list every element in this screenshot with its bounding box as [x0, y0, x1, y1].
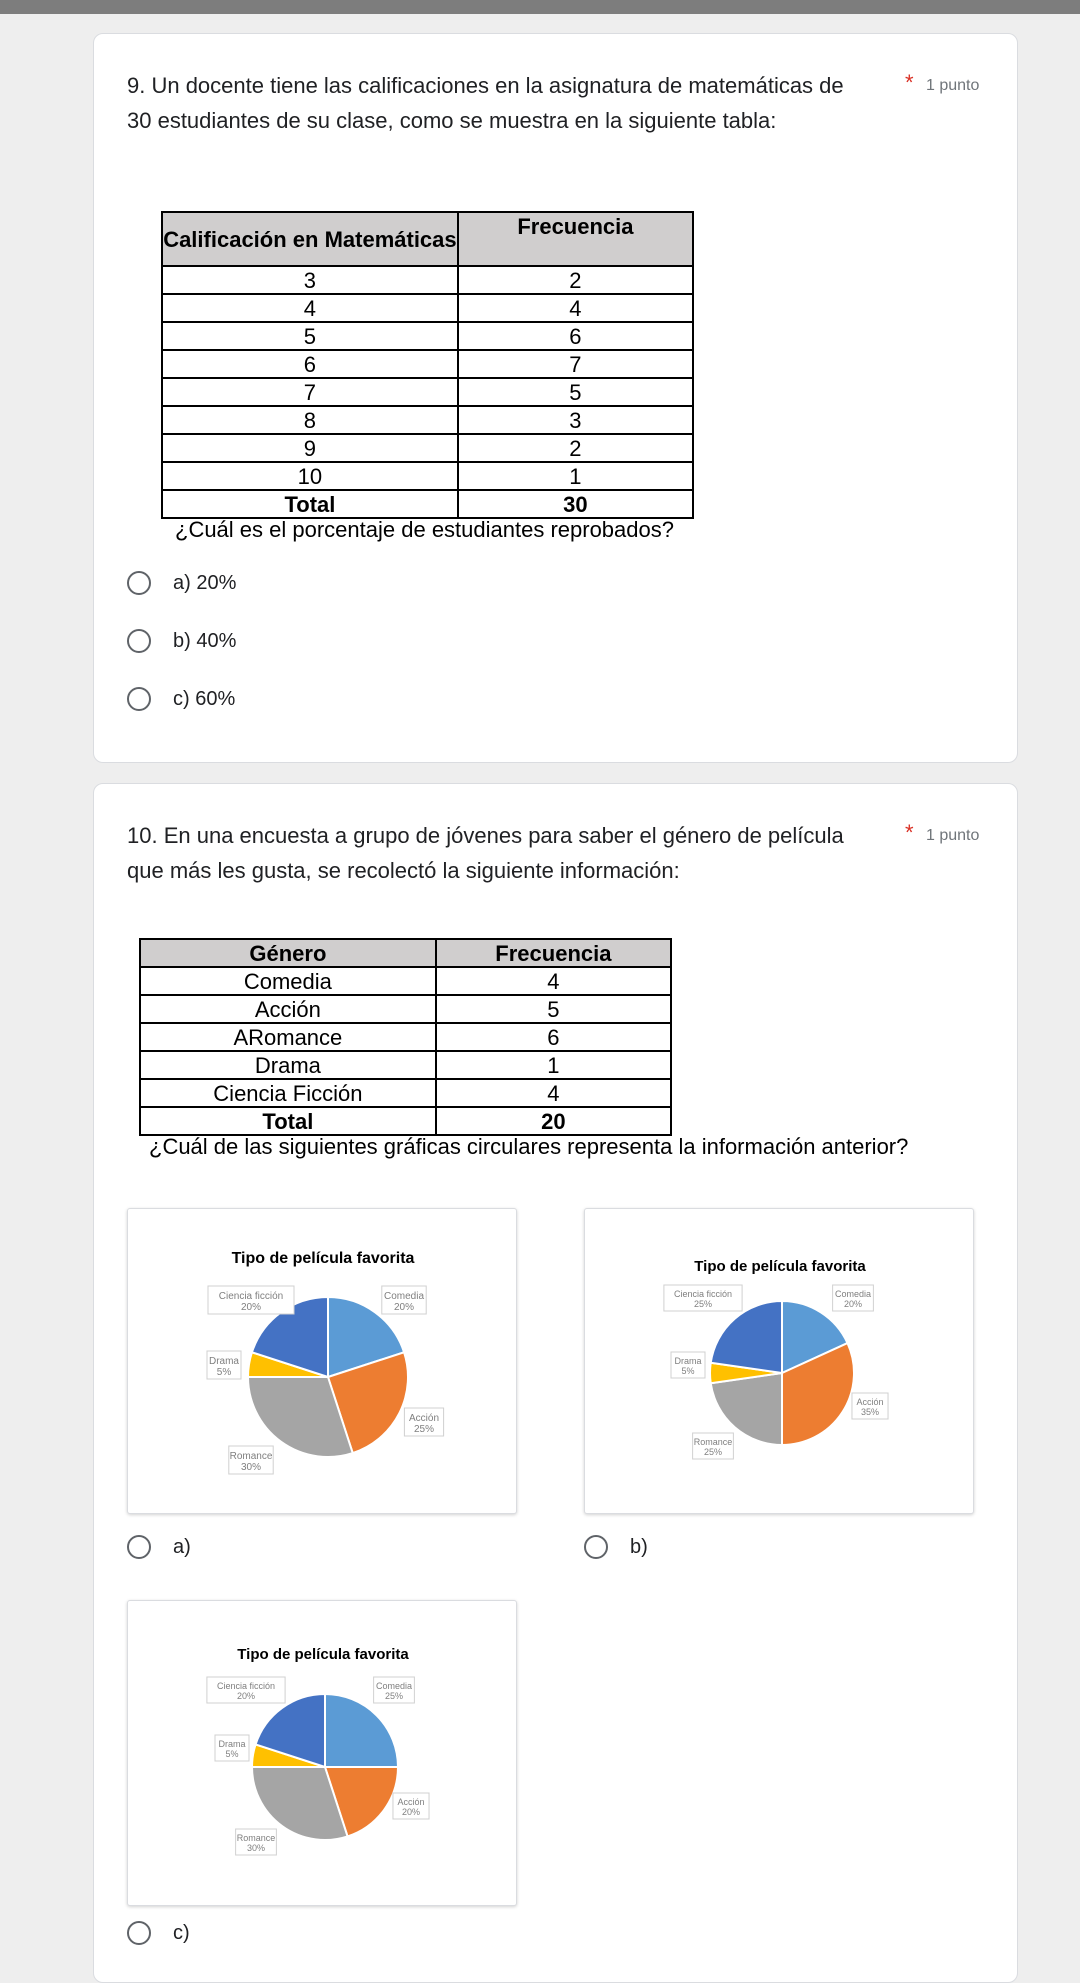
table-cell: Total — [140, 1107, 436, 1135]
question-card-10 — [93, 783, 1018, 1983]
pie-chart-a — [127, 1208, 517, 1514]
option-c[interactable] — [127, 1917, 190, 1949]
data-label-name: Romance — [236, 1833, 276, 1843]
radio-button[interactable] — [127, 629, 151, 653]
table-header: Frecuencia — [436, 939, 671, 967]
option-b[interactable] — [584, 1531, 648, 1563]
radio-button[interactable] — [127, 1535, 151, 1559]
option-label: a) — [173, 1535, 191, 1558]
table-row — [140, 1079, 671, 1107]
table-cell: Acción — [140, 995, 436, 1023]
table-cell: Comedia — [140, 967, 436, 995]
question-card-9 — [93, 33, 1018, 763]
table-header: Frecuencia — [458, 212, 693, 266]
table-cell: 3 — [458, 406, 693, 434]
table-cell: 3 — [162, 266, 458, 294]
table-cell: 4 — [436, 1079, 671, 1107]
option-label: c) 60% — [173, 687, 236, 710]
table-cell: 7 — [162, 378, 458, 406]
option-b[interactable] — [127, 625, 236, 657]
data-label-name: Acción — [408, 1413, 440, 1424]
table-cell: 1 — [436, 1051, 671, 1079]
data-label-name: Drama — [208, 1356, 240, 1367]
points-label: 1 punto — [926, 827, 980, 844]
table-cell: 10 — [162, 462, 458, 490]
table-total-row — [140, 1107, 671, 1135]
option-label: b) — [630, 1535, 648, 1558]
pie-chart-svg — [585, 1209, 975, 1515]
table-cell: 4 — [458, 294, 693, 322]
pie-slice-ciencia-ficción — [711, 1301, 782, 1373]
table-header-row — [140, 939, 671, 967]
data-label-value: 35% — [860, 1407, 880, 1417]
table-total-row — [162, 490, 693, 518]
data-label-value: 20% — [393, 1302, 415, 1313]
data-label-value: 5% — [225, 1749, 239, 1759]
table-cell: 5 — [458, 378, 693, 406]
data-label-value: 25% — [703, 1447, 723, 1457]
data-label-value: 20% — [236, 1691, 256, 1701]
data-label-value: 25% — [384, 1691, 404, 1701]
data-label-name: Acción — [856, 1397, 884, 1407]
pie-slice-comedia — [325, 1694, 398, 1767]
table-cell: 2 — [458, 266, 693, 294]
pie-chart-b — [584, 1208, 974, 1514]
chart-title: Tipo de película favorita — [237, 1646, 409, 1663]
table-header: Calificación en Matemáticas — [162, 212, 458, 266]
radio-button[interactable] — [127, 687, 151, 711]
option-a[interactable] — [127, 567, 236, 599]
table-row — [162, 350, 693, 378]
grades-table — [161, 211, 694, 519]
pie-chart-svg — [128, 1209, 518, 1515]
data-label-value: 25% — [693, 1299, 713, 1309]
table-cell: 2 — [458, 434, 693, 462]
table-cell: 8 — [162, 406, 458, 434]
data-label-value: 20% — [843, 1299, 863, 1309]
table-cell: 1 — [458, 462, 693, 490]
required-asterisk: * — [905, 70, 914, 95]
data-label-value: 25% — [413, 1424, 435, 1435]
data-label-name: Drama — [674, 1356, 702, 1366]
data-label-value: 5% — [681, 1366, 695, 1376]
option-label: b) 40% — [173, 629, 237, 652]
table-question: ¿Cuál es el porcentaje de estudiantes reprobados? — [175, 517, 674, 542]
data-label-value: 20% — [240, 1302, 262, 1313]
genres-table — [139, 938, 672, 1136]
table-question: ¿Cuál de las siguientes gráficas circulares representa la información anterior? — [149, 1134, 909, 1159]
table-cell: 30 — [458, 490, 693, 518]
top-bar — [0, 0, 1080, 14]
radio-button[interactable] — [584, 1535, 608, 1559]
table-row — [162, 406, 693, 434]
table-cell: 5 — [436, 995, 671, 1023]
table-cell: 4 — [162, 294, 458, 322]
pie-chart-c — [127, 1600, 517, 1906]
data-label-name: Romance — [229, 1451, 273, 1462]
data-label-name: Ciencia ficción — [216, 1681, 276, 1691]
chart-title: Tipo de película favorita — [694, 1258, 866, 1275]
table-row — [140, 995, 671, 1023]
table-cell: 9 — [162, 434, 458, 462]
option-a[interactable] — [127, 1531, 191, 1563]
required-asterisk: * — [905, 820, 914, 845]
data-label-name: Ciencia ficción — [673, 1289, 733, 1299]
table-cell: Drama — [140, 1051, 436, 1079]
data-label-name: Romance — [693, 1437, 733, 1447]
table-cell: 6 — [162, 350, 458, 378]
table-row — [162, 322, 693, 350]
data-label-name: Ciencia ficción — [218, 1291, 284, 1302]
points-label: 1 punto — [926, 77, 980, 94]
table-row — [162, 434, 693, 462]
table-cell: 7 — [458, 350, 693, 378]
data-label-value: 30% — [246, 1843, 266, 1853]
table-row — [140, 1051, 671, 1079]
data-label-name: Drama — [218, 1739, 246, 1749]
table-row — [162, 462, 693, 490]
table-cell: ARomance — [140, 1023, 436, 1051]
pie-chart-svg — [128, 1601, 518, 1907]
data-label-name: Comedia — [383, 1291, 425, 1302]
table-cell: Ciencia Ficción — [140, 1079, 436, 1107]
table-row — [162, 378, 693, 406]
data-label-value: 30% — [240, 1462, 262, 1473]
table-cell: 6 — [436, 1023, 671, 1051]
option-label: a) 20% — [173, 571, 237, 594]
table-cell: 6 — [458, 322, 693, 350]
data-label-name: Comedia — [375, 1681, 413, 1691]
chart-title: Tipo de película favorita — [231, 1250, 415, 1267]
table-header: Género — [140, 939, 436, 967]
radio-button[interactable] — [127, 571, 151, 595]
table-cell: 4 — [436, 967, 671, 995]
table-cell: 20 — [436, 1107, 671, 1135]
table-row — [140, 967, 671, 995]
table-cell: Total — [162, 490, 458, 518]
data-label-value: 20% — [401, 1807, 421, 1817]
option-c[interactable] — [127, 683, 235, 715]
question-text: 9. Un docente tiene las calificaciones en la asignatura de matemáticas de 30 estudiantes de su clase, como se muestra en la siguiente tabla: — [127, 73, 844, 133]
table-row — [162, 266, 693, 294]
data-label-value: 5% — [216, 1367, 232, 1378]
question-text: 10. En una encuesta a grupo de jóvenes para saber el género de película que más les gusta, se recolectó la siguiente información: — [127, 823, 844, 883]
radio-button[interactable] — [127, 1921, 151, 1945]
table-header-row — [162, 212, 693, 266]
table-row — [140, 1023, 671, 1051]
data-label-name: Acción — [397, 1797, 425, 1807]
table-cell: 5 — [162, 322, 458, 350]
option-label: c) — [173, 1921, 190, 1944]
table-row — [162, 294, 693, 322]
data-label-name: Comedia — [834, 1289, 872, 1299]
